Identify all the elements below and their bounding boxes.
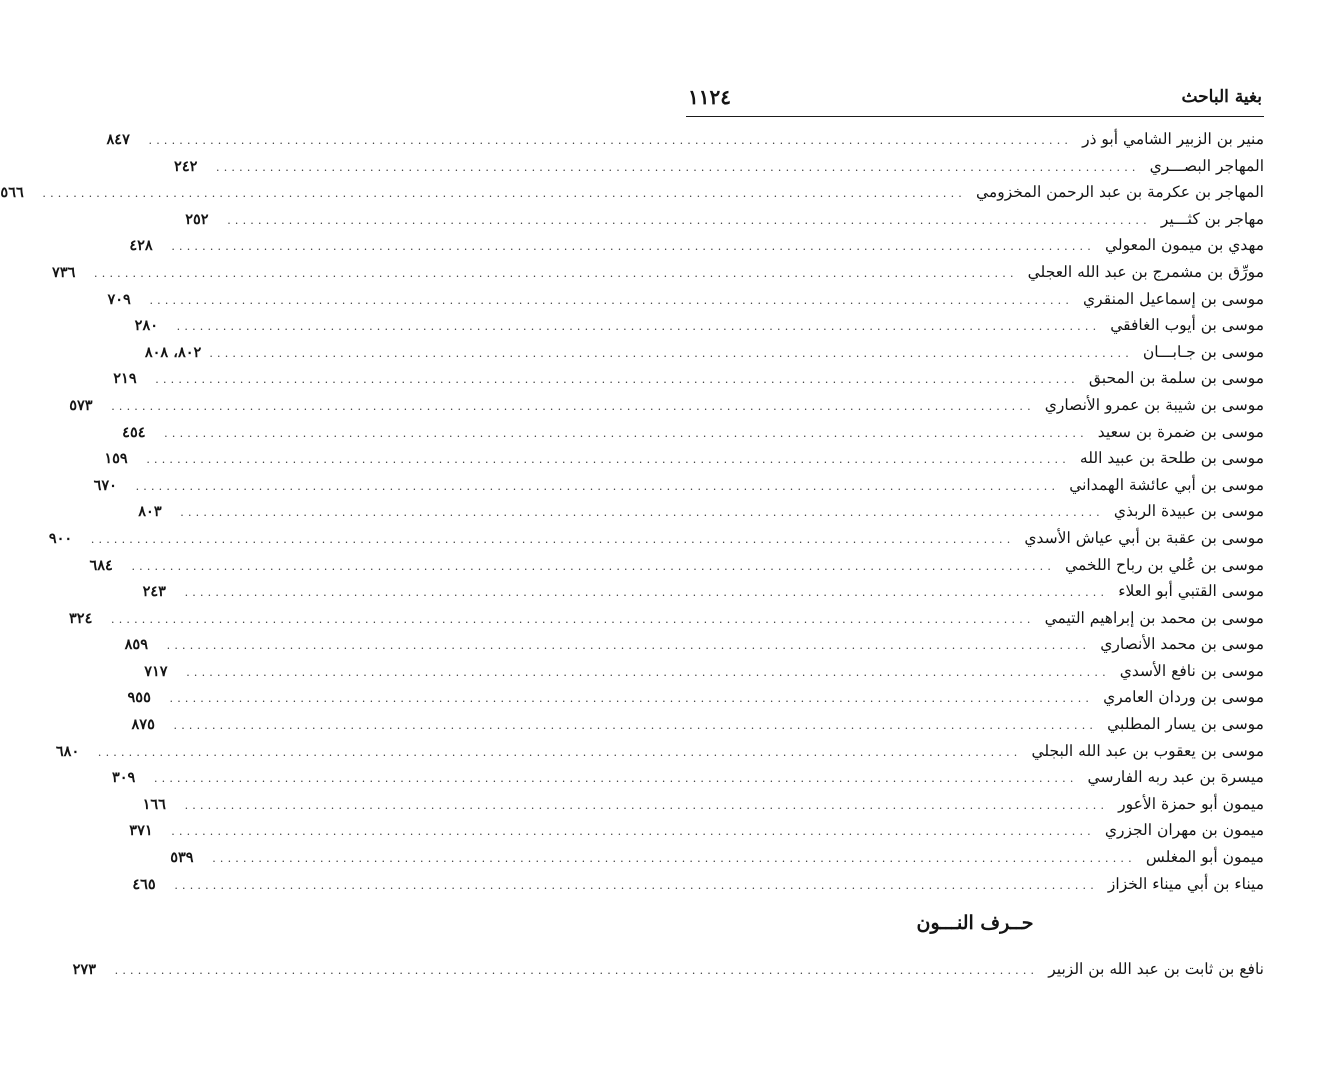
index-entry — [170, 844, 1264, 871]
index-entry — [113, 365, 1264, 392]
entry-pages: ١٦٦ — [142, 795, 166, 813]
entry-pages: ٨٠٣ — [138, 503, 162, 521]
dot-leader: ........................................................................................................................ — [153, 772, 1078, 786]
dot-leader: ........................................................................................................................ — [184, 798, 1109, 812]
index-entry — [124, 631, 1264, 658]
entry-pages: ٨٠٢، ٨٠٨ — [144, 343, 202, 361]
entry-name: موسى بن عقبة بن أبي عياش الأسدي — [1024, 528, 1264, 547]
entry-name: موسى بن عُلي بن رباح اللخمي — [1065, 555, 1264, 574]
index-entry — [142, 791, 1264, 818]
entry-pages: ٤٢٨ — [129, 237, 153, 255]
entry-pages: ٨٥٩ — [124, 636, 149, 654]
entry-name: نافع بن ثابت بن عبد الله بن الزبير — [1048, 960, 1264, 979]
entry-pages: ٨٤٧ — [106, 131, 130, 148]
dot-leader: ........................................................................................................................ — [131, 559, 1056, 573]
entry-pages: ٢١٩ — [113, 370, 137, 388]
index-entry — [144, 339, 1264, 366]
dot-leader: ........................................................................................................................ — [180, 506, 1104, 520]
section-heading: حــرف النـــون — [916, 912, 1034, 935]
entry-pages: ٤٥٤ — [122, 423, 146, 441]
entry-name: ميمون بن مهران الجزري — [1104, 821, 1264, 840]
entry-pages: ٣٢٤ — [69, 609, 93, 627]
index-entry — [106, 126, 1264, 153]
entry-pages: ٧٠٩ — [107, 290, 131, 308]
dot-leader: ........................................................................................................................ — [171, 825, 1095, 839]
index-entry — [0, 179, 1264, 206]
index-entry — [52, 259, 1264, 286]
page-header — [686, 78, 1264, 117]
dot-leader: ........................................................................................................................ — [90, 532, 1015, 546]
index-entry — [132, 871, 1264, 898]
entry-name: موسى بن يعقوب بن عبد الله البجلي — [1031, 741, 1264, 760]
dot-leader: ........................................................................................................................ — [186, 665, 1110, 679]
entry-name: مورِّق بن مشمرج بن عبد الله العجلي — [1027, 262, 1264, 281]
entry-name: موسى القتبي أبو العلاء — [1118, 582, 1264, 601]
entry-name: ميسرة بن عبد ربه الفارسي — [1087, 768, 1264, 787]
section-index-list — [72, 956, 1264, 983]
entry-name: ميمون أبو المغلس — [1145, 848, 1264, 867]
index-entry — [134, 312, 1264, 339]
entry-name: المهاجر البصـــري — [1149, 156, 1264, 175]
dot-leader: ........................................................................................................................ — [166, 639, 1091, 653]
entry-pages: ٥٣٩ — [170, 849, 194, 867]
entry-name: موسى بن نافع الأسدي — [1119, 661, 1264, 680]
dot-leader: ........................................................................................................................ — [173, 719, 1098, 733]
index-entry — [131, 711, 1264, 738]
index-entry — [48, 525, 1264, 552]
index-list — [0, 126, 1264, 897]
entry-name: موسى بن طلحة بن عبيد الله — [1079, 449, 1264, 468]
dot-leader: ........................................................................................................................ — [227, 213, 1151, 227]
index-entry — [69, 392, 1264, 419]
dot-leader: ........................................................................................................................ — [184, 586, 1109, 600]
entry-name: موسى بن جـابـــان — [1142, 342, 1264, 361]
entry-name: موسى بن أبي عائشة الهمداني — [1069, 475, 1264, 494]
index-entry — [107, 286, 1264, 313]
dot-leader: ........................................................................................................................ — [111, 399, 1035, 413]
entry-pages: ٦٨٠ — [55, 742, 80, 760]
entry-pages: ٢٨٠ — [134, 317, 159, 335]
entry-pages: ٦٧٠ — [93, 476, 117, 494]
dot-leader: ........................................................................................................................ — [148, 134, 1073, 147]
entry-name: موسى بن سلمة بن المحبق — [1088, 369, 1264, 388]
entry-pages: ٦٨٤ — [89, 556, 113, 574]
index-entry — [144, 658, 1264, 685]
dot-leader: ........................................................................................................................ — [209, 346, 1133, 360]
entry-name: موسى بن محمد الأنصاري — [1100, 635, 1264, 654]
dot-leader: ........................................................................................................................ — [169, 692, 1094, 706]
index-entry — [129, 232, 1264, 259]
index-entry — [185, 206, 1264, 233]
index-entry — [72, 956, 1264, 983]
entry-pages: ٧١٧ — [144, 662, 168, 680]
dot-leader: ........................................................................................................................ — [164, 426, 1088, 440]
dot-leader: ........................................................................................................................ — [146, 453, 1070, 467]
entry-name: موسى بن شيبة بن عمرو الأنصاري — [1044, 395, 1264, 414]
index-entry — [69, 605, 1264, 632]
dot-leader: ........................................................................................................................ — [176, 320, 1101, 334]
entry-name: موسى بن عبيدة الربذي — [1113, 502, 1264, 521]
dot-leader: ........................................................................................................................ — [171, 240, 1095, 254]
entry-name: موسى بن وردان العامري — [1103, 688, 1264, 707]
dot-leader: ........................................................................................................................ — [42, 187, 966, 201]
dot-leader: ........................................................................................................................ — [97, 745, 1022, 759]
index-entry — [174, 153, 1264, 180]
entry-pages: ٩٠٠ — [48, 529, 73, 547]
entry-pages: ٧٣٦ — [52, 263, 76, 281]
entry-name: ميناء بن أبي ميناء الخزاز — [1107, 874, 1264, 893]
dot-leader: ........................................................................................................................ — [111, 612, 1035, 626]
index-entry — [138, 498, 1264, 525]
entry-pages: ٢٤٣ — [142, 583, 166, 601]
index-entry — [127, 684, 1264, 711]
entry-name: موسى بن أيوب الغافقي — [1110, 316, 1264, 335]
index-entry — [129, 817, 1264, 844]
entry-pages: ٢٤٢ — [174, 157, 198, 175]
entry-pages: ٢٧٣ — [72, 961, 97, 979]
entry-pages: ١٥٩ — [104, 450, 128, 468]
dot-leader: ........................................................................................................................ — [212, 852, 1136, 866]
book-title: بغية الباحث — [1181, 87, 1262, 107]
entry-pages: ٩٥٥ — [127, 689, 151, 707]
entry-pages: ٢٥٢ — [185, 210, 209, 228]
entry-pages: ٨٧٥ — [131, 716, 155, 734]
entry-name: مهاجر بن كثـــير — [1160, 209, 1264, 228]
dot-leader: ........................................................................................................................ — [155, 373, 1079, 387]
entry-name: موسى بن إسماعيل المنقري — [1083, 289, 1264, 308]
entry-name: موسى بن محمد بن إبراهيم التيمي — [1044, 608, 1264, 627]
entry-pages: ٣٠٩ — [111, 769, 136, 787]
entry-name: موسى بن ضمرة بن سعيد — [1097, 422, 1264, 441]
page-number: ١١٢٤ — [688, 85, 731, 109]
entry-name: موسى بن يسار المطلبي — [1107, 715, 1264, 734]
dot-leader: ........................................................................................................................ — [135, 479, 1060, 493]
index-entry — [93, 472, 1264, 499]
index-entry — [111, 764, 1264, 791]
entry-name: ميمون أبو حمزة الأعور — [1118, 794, 1264, 813]
dot-leader: ........................................................................................................................ — [149, 293, 1074, 307]
dot-leader: ........................................................................................................................ — [216, 160, 1140, 174]
entry-pages: ٥٦٦ — [0, 184, 24, 202]
index-entry — [142, 578, 1264, 605]
entry-name: المهاجر بن عكرمة بن عبد الرحمن المخزومي — [976, 183, 1264, 202]
entry-name: منير بن الزبير الشامي أبو ذر — [1082, 130, 1264, 148]
index-entry — [122, 419, 1264, 446]
dot-leader: ........................................................................................................................ — [114, 964, 1039, 978]
dot-leader: ........................................................................................................................ — [94, 266, 1018, 280]
index-entry — [55, 738, 1264, 765]
entry-pages: ٥٧٣ — [69, 396, 93, 414]
entry-pages: ٣٧١ — [129, 822, 153, 840]
dot-leader: ........................................................................................................................ — [174, 878, 1098, 892]
index-page — [0, 78, 1264, 983]
index-entry — [104, 445, 1264, 472]
entry-name: مهدي بن ميمون المعولي — [1104, 236, 1264, 255]
index-entry — [89, 552, 1264, 579]
entry-pages: ٤٦٥ — [132, 875, 156, 893]
